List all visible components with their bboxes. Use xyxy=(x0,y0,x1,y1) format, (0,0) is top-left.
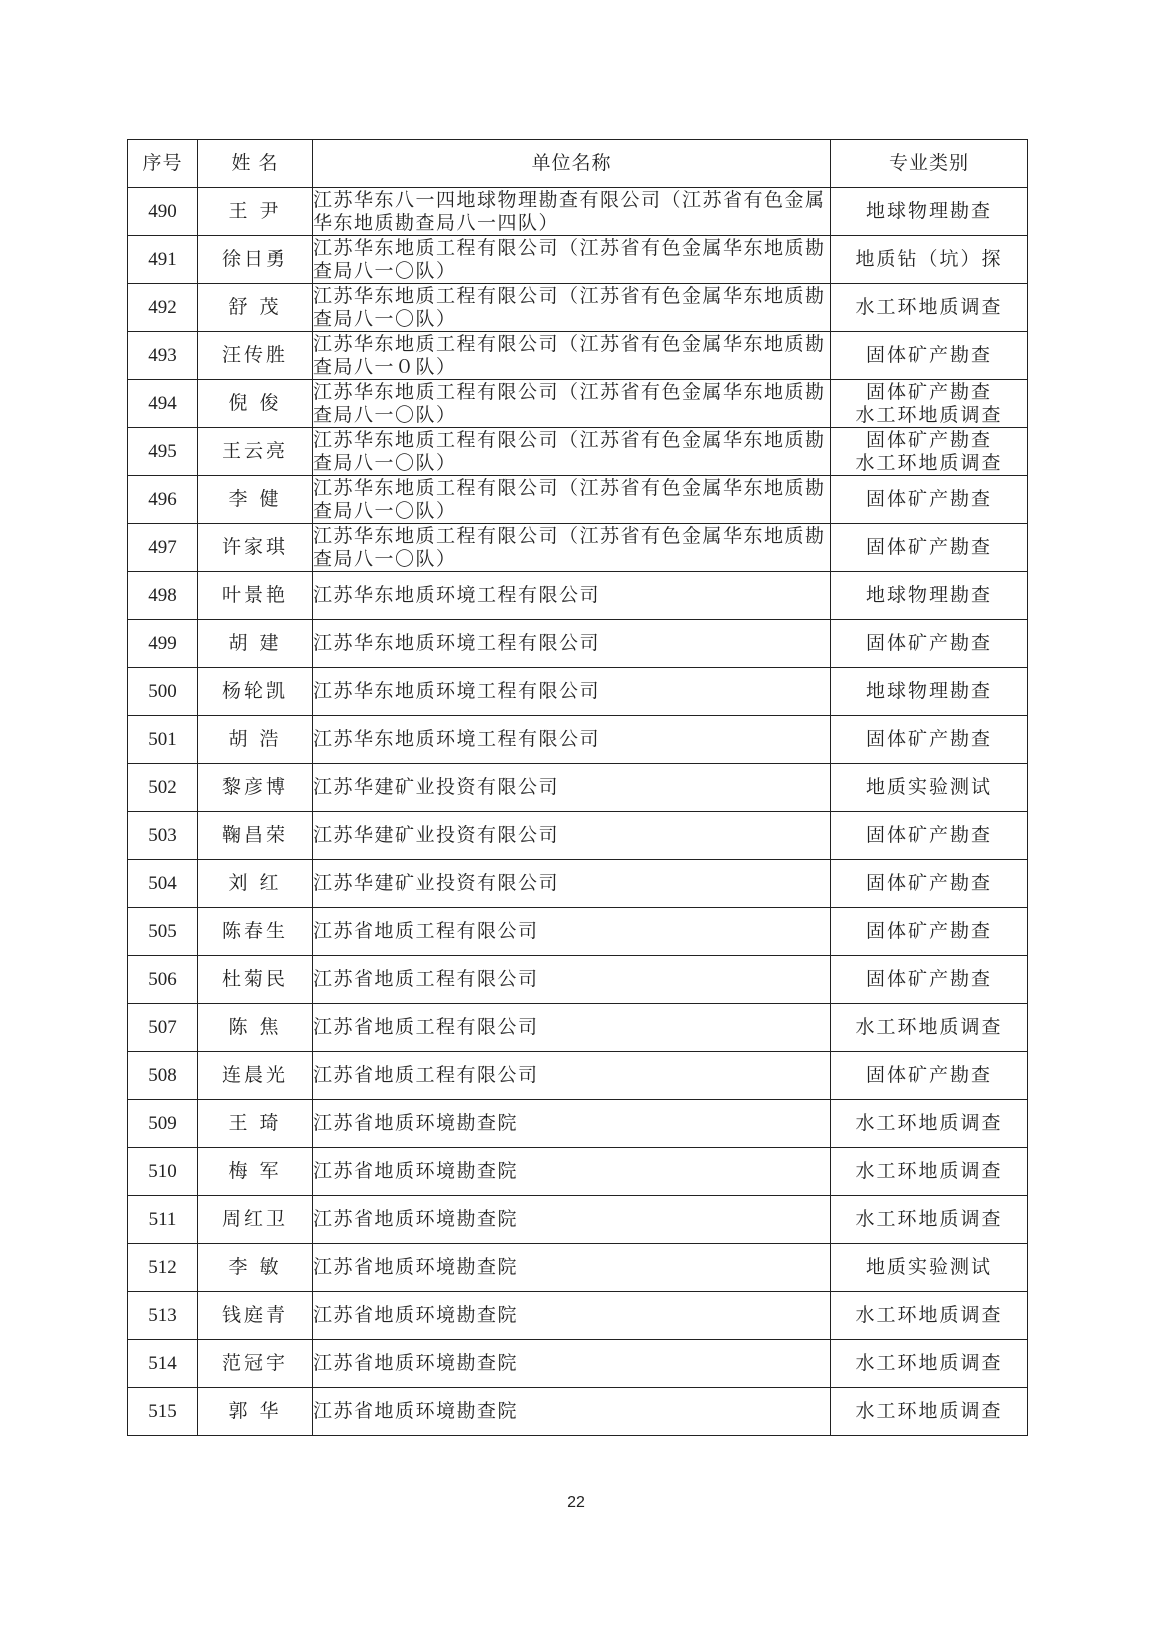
row-number: 495 xyxy=(128,428,198,476)
person-name: 王 琦 xyxy=(198,1100,313,1148)
row-number: 499 xyxy=(128,620,198,668)
table-row xyxy=(128,1340,1028,1388)
table-row xyxy=(128,236,1028,284)
table-row xyxy=(128,812,1028,860)
specialty-label: 地球物理勘查 xyxy=(865,200,992,222)
specialty-label: 地球物理勘查 xyxy=(865,584,992,606)
specialty-label: 地质实验测试 xyxy=(865,776,992,798)
unit-name: 江苏省地质环境勘查院 xyxy=(313,1196,831,1244)
table-row xyxy=(128,1244,1028,1292)
person-name: 王 尹 xyxy=(198,188,313,236)
table-row xyxy=(128,1100,1028,1148)
person-name: 王云亮 xyxy=(198,428,313,476)
table-row xyxy=(128,524,1028,572)
unit-name: 江苏华东八一四地球物理勘查有限公司（江苏省有色金属华东地质勘查局八一四队） xyxy=(313,188,831,236)
unit-name: 江苏华建矿业投资有限公司 xyxy=(313,860,831,908)
specialty-label: 地质钻（坑）探 xyxy=(855,248,1003,270)
person-name: 李 健 xyxy=(198,476,313,524)
specialty-cell xyxy=(831,1052,1028,1100)
table-row xyxy=(128,476,1028,524)
unit-name: 江苏省地质环境勘查院 xyxy=(313,1244,831,1292)
specialty-cell xyxy=(831,668,1028,716)
specialty-label: 水工环地质调查 xyxy=(855,1208,1003,1230)
unit-name: 江苏华东地质环境工程有限公司 xyxy=(313,572,831,620)
header-no: 序号 xyxy=(128,140,198,188)
specialty-cell xyxy=(831,284,1028,332)
row-number: 501 xyxy=(128,716,198,764)
unit-name: 江苏省地质环境勘查院 xyxy=(313,1148,831,1196)
specialty-cell xyxy=(831,1244,1028,1292)
table-row xyxy=(128,332,1028,380)
table-row xyxy=(128,1004,1028,1052)
specialty-cell xyxy=(831,428,1028,476)
specialty-label: 水工环地质调查 xyxy=(855,1112,1003,1134)
unit-name: 江苏华东地质工程有限公司（江苏省有色金属华东地质勘查局八一０队） xyxy=(313,332,831,380)
unit-name: 江苏省地质工程有限公司 xyxy=(313,1052,831,1100)
specialty-cell xyxy=(831,1100,1028,1148)
person-name: 连晨光 xyxy=(198,1052,313,1100)
roster-table xyxy=(127,139,1028,1436)
unit-name: 江苏华东地质环境工程有限公司 xyxy=(313,620,831,668)
specialty-cell xyxy=(831,1148,1028,1196)
specialty-label: 水工环地质调查 xyxy=(855,1160,1003,1182)
specialty-cell xyxy=(831,1388,1028,1436)
table-row xyxy=(128,716,1028,764)
specialty-label: 水工环地质调查 xyxy=(855,1352,1003,1374)
row-number: 498 xyxy=(128,572,198,620)
unit-name: 江苏华东地质工程有限公司（江苏省有色金属华东地质勘查局八一〇队） xyxy=(313,428,831,476)
unit-name: 江苏华东地质工程有限公司（江苏省有色金属华东地质勘查局八一〇队） xyxy=(313,284,831,332)
row-number: 514 xyxy=(128,1340,198,1388)
header-name: 姓 名 xyxy=(198,140,313,188)
table-row xyxy=(128,668,1028,716)
row-number: 493 xyxy=(128,332,198,380)
row-number: 496 xyxy=(128,476,198,524)
person-name: 郭 华 xyxy=(198,1388,313,1436)
unit-name: 江苏省地质环境勘查院 xyxy=(313,1100,831,1148)
specialty-label: 水工环地质调查 xyxy=(855,403,1003,426)
row-number: 507 xyxy=(128,1004,198,1052)
unit-name: 江苏华东地质环境工程有限公司 xyxy=(313,716,831,764)
unit-name: 江苏省地质环境勘查院 xyxy=(313,1388,831,1436)
specialty-label: 水工环地质调查 xyxy=(855,451,1003,474)
specialty-label: 固体矿产勘查 xyxy=(865,824,992,846)
person-name: 陈 焦 xyxy=(198,1004,313,1052)
specialty-cell xyxy=(831,1196,1028,1244)
person-name: 杜菊民 xyxy=(198,956,313,1004)
row-number: 515 xyxy=(128,1388,198,1436)
table-row xyxy=(128,908,1028,956)
specialty-cell xyxy=(831,1004,1028,1052)
page-number: 22 xyxy=(567,1494,585,1511)
specialty-cell xyxy=(831,812,1028,860)
unit-name: 江苏华东地质工程有限公司（江苏省有色金属华东地质勘查局八一〇队） xyxy=(313,236,831,284)
table-row xyxy=(128,1148,1028,1196)
table-row xyxy=(128,572,1028,620)
person-name: 鞠昌荣 xyxy=(198,812,313,860)
specialty-cell xyxy=(831,1340,1028,1388)
specialty-label: 固体矿产勘查 xyxy=(865,632,992,654)
specialty-label: 水工环地质调查 xyxy=(855,1304,1003,1326)
specialty-cell xyxy=(831,188,1028,236)
table-row xyxy=(128,284,1028,332)
unit-name: 江苏省地质环境勘查院 xyxy=(313,1340,831,1388)
specialty-label: 水工环地质调查 xyxy=(855,1400,1003,1422)
person-name: 黎彦博 xyxy=(198,764,313,812)
person-name: 范冠宇 xyxy=(198,1340,313,1388)
table-row xyxy=(128,428,1028,476)
specialty-cell xyxy=(831,380,1028,428)
person-name: 陈春生 xyxy=(198,908,313,956)
specialty-label: 固体矿产勘查 xyxy=(865,428,992,451)
person-name: 倪 俊 xyxy=(198,380,313,428)
person-name: 刘 红 xyxy=(198,860,313,908)
specialty-cell xyxy=(831,620,1028,668)
person-name: 杨轮凯 xyxy=(198,668,313,716)
table-row xyxy=(128,1388,1028,1436)
specialty-cell xyxy=(831,236,1028,284)
unit-name: 江苏省地质环境勘查院 xyxy=(313,1292,831,1340)
row-number: 503 xyxy=(128,812,198,860)
specialty-label: 固体矿产勘查 xyxy=(865,728,992,750)
specialty-label: 固体矿产勘查 xyxy=(865,488,992,510)
table-row xyxy=(128,956,1028,1004)
table-row xyxy=(128,1052,1028,1100)
specialty-label: 地球物理勘查 xyxy=(865,680,992,702)
unit-name: 江苏省地质工程有限公司 xyxy=(313,956,831,1004)
table-row xyxy=(128,620,1028,668)
unit-name: 江苏华建矿业投资有限公司 xyxy=(313,812,831,860)
unit-name: 江苏华东地质工程有限公司（江苏省有色金属华东地质勘查局八一〇队） xyxy=(313,476,831,524)
specialty-label: 固体矿产勘查 xyxy=(865,1064,992,1086)
row-number: 509 xyxy=(128,1100,198,1148)
row-number: 508 xyxy=(128,1052,198,1100)
specialty-cell xyxy=(831,764,1028,812)
person-name: 舒 茂 xyxy=(198,284,313,332)
row-number: 511 xyxy=(128,1196,198,1244)
person-name: 胡 浩 xyxy=(198,716,313,764)
row-number: 512 xyxy=(128,1244,198,1292)
person-name: 汪传胜 xyxy=(198,332,313,380)
specialty-label: 水工环地质调查 xyxy=(855,1016,1003,1038)
header-unit: 单位名称 xyxy=(313,140,831,188)
unit-name: 江苏省地质工程有限公司 xyxy=(313,1004,831,1052)
row-number: 497 xyxy=(128,524,198,572)
unit-name: 江苏省地质工程有限公司 xyxy=(313,908,831,956)
row-number: 506 xyxy=(128,956,198,1004)
person-name: 钱庭青 xyxy=(198,1292,313,1340)
specialty-cell xyxy=(831,956,1028,1004)
unit-name: 江苏华东地质环境工程有限公司 xyxy=(313,668,831,716)
person-name: 胡 建 xyxy=(198,620,313,668)
row-number: 505 xyxy=(128,908,198,956)
specialty-label: 固体矿产勘查 xyxy=(865,344,992,366)
table-row xyxy=(128,1196,1028,1244)
row-number: 504 xyxy=(128,860,198,908)
specialty-label: 固体矿产勘查 xyxy=(865,536,992,558)
table-row xyxy=(128,764,1028,812)
table-row xyxy=(128,380,1028,428)
table-body xyxy=(128,188,1028,1436)
specialty-cell xyxy=(831,332,1028,380)
row-number: 510 xyxy=(128,1148,198,1196)
row-number: 492 xyxy=(128,284,198,332)
specialty-label: 水工环地质调查 xyxy=(855,296,1003,318)
specialty-cell xyxy=(831,524,1028,572)
person-name: 徐日勇 xyxy=(198,236,313,284)
person-name: 李 敏 xyxy=(198,1244,313,1292)
specialty-cell xyxy=(831,908,1028,956)
specialty-label: 固体矿产勘查 xyxy=(865,380,992,403)
person-name: 梅 军 xyxy=(198,1148,313,1196)
specialty-label: 地质实验测试 xyxy=(865,1256,992,1278)
person-name: 叶景艳 xyxy=(198,572,313,620)
unit-name: 江苏华东地质工程有限公司（江苏省有色金属华东地质勘查局八一〇队） xyxy=(313,524,831,572)
table-row xyxy=(128,188,1028,236)
row-number: 490 xyxy=(128,188,198,236)
header-row xyxy=(128,140,1028,188)
specialty-label: 固体矿产勘查 xyxy=(865,920,992,942)
unit-name: 江苏华东地质工程有限公司（江苏省有色金属华东地质勘查局八一〇队） xyxy=(313,380,831,428)
row-number: 494 xyxy=(128,380,198,428)
row-number: 500 xyxy=(128,668,198,716)
person-name: 周红卫 xyxy=(198,1196,313,1244)
row-number: 513 xyxy=(128,1292,198,1340)
specialty-cell xyxy=(831,716,1028,764)
specialty-cell xyxy=(831,572,1028,620)
unit-name: 江苏华建矿业投资有限公司 xyxy=(313,764,831,812)
specialty-cell xyxy=(831,476,1028,524)
row-number: 491 xyxy=(128,236,198,284)
specialty-cell xyxy=(831,1292,1028,1340)
table-row xyxy=(128,860,1028,908)
header-specialty: 专业类别 xyxy=(831,140,1028,188)
person-name: 许家琪 xyxy=(198,524,313,572)
specialty-cell xyxy=(831,860,1028,908)
table-row xyxy=(128,1292,1028,1340)
specialty-label: 固体矿产勘查 xyxy=(865,872,992,894)
row-number: 502 xyxy=(128,764,198,812)
specialty-label: 固体矿产勘查 xyxy=(865,968,992,990)
